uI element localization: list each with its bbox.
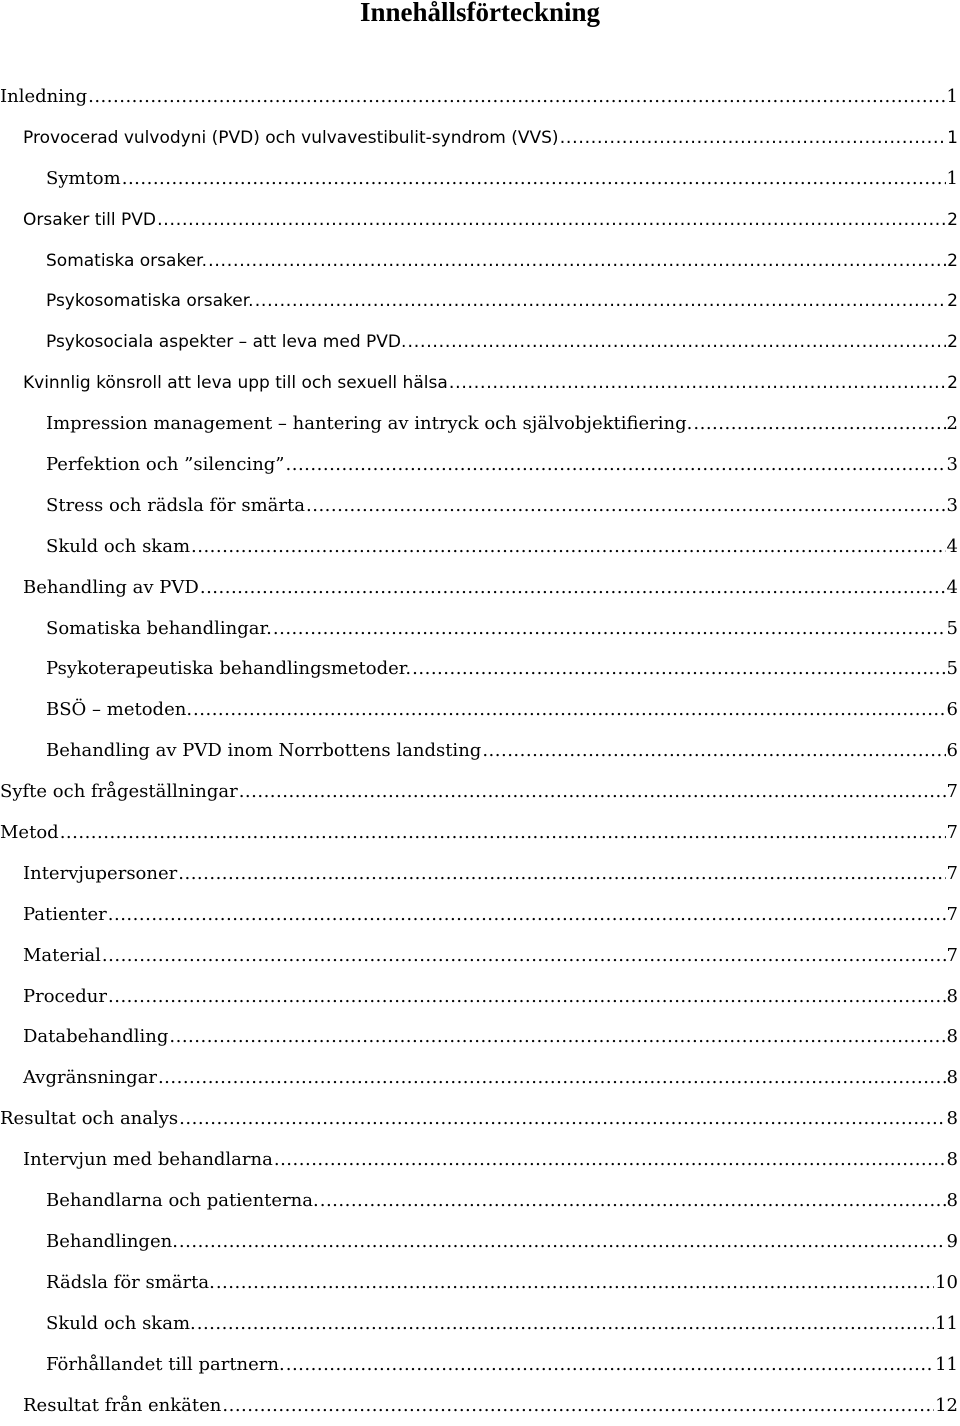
toc-page-number: 10: [935, 1263, 958, 1304]
toc-entry-label: Metod: [0, 813, 59, 854]
toc-dot-leader: [482, 731, 945, 772]
toc-page-number: 2: [947, 281, 958, 322]
toc-entry-label: Material: [23, 936, 101, 977]
toc-entry[interactable]: [0, 1263, 960, 1304]
toc-entry[interactable]: [0, 281, 960, 322]
toc-dot-leader: [208, 241, 946, 282]
toc-page-number: 7: [947, 936, 958, 977]
toc-page-number: 8: [947, 1017, 958, 1058]
toc-entry-label: Databehandling: [23, 1017, 168, 1058]
toc-entry-label: Psykosociala aspekter – att leva med PVD.: [46, 322, 406, 363]
toc-page-number: 7: [947, 854, 958, 895]
toc-entry-label: Procedur: [23, 977, 107, 1018]
toc-page-number: 5: [947, 609, 958, 650]
toc-entry[interactable]: [0, 690, 960, 731]
toc-entry[interactable]: [0, 854, 960, 895]
toc-dot-leader: [286, 1345, 934, 1386]
toc-dot-leader: [158, 1058, 946, 1099]
toc-entry-label: Intervjun med behandlarna: [23, 1140, 273, 1181]
toc-page-number: 4: [947, 568, 958, 609]
toc-entry[interactable]: [0, 200, 960, 241]
toc-entry[interactable]: [0, 527, 960, 568]
toc-dot-leader: [286, 445, 946, 486]
toc-entry[interactable]: [0, 241, 960, 282]
toc-page-number: 3: [947, 445, 958, 486]
toc-entry-label: Behandling av PVD inom Norrbottens landsting: [46, 731, 481, 772]
toc-entry-label: Intervjupersoner: [23, 854, 177, 895]
toc-page-number: 6: [947, 690, 958, 731]
toc-entry[interactable]: [0, 1099, 960, 1140]
toc-dot-leader: [197, 1304, 934, 1345]
toc-dot-leader: [200, 568, 946, 609]
toc-page-number: 8: [947, 1140, 958, 1181]
toc-entry-label: Stress och rädsla för smärta: [46, 486, 305, 527]
toc-dot-leader: [306, 486, 946, 527]
toc-page-number: 6: [947, 731, 958, 772]
toc-dot-leader: [274, 1140, 946, 1181]
toc-entry[interactable]: [0, 77, 960, 118]
toc-entry[interactable]: [0, 895, 960, 936]
toc-dot-leader: [102, 936, 946, 977]
toc-entry-label: Somatiska orsaker.: [46, 241, 207, 282]
toc-entry[interactable]: [0, 568, 960, 609]
toc-page-number: 1: [947, 159, 958, 200]
toc-entry-label: Somatiska behandlingar.: [46, 609, 272, 650]
toc-entry[interactable]: [0, 1304, 960, 1345]
toc-page-number: 3: [947, 486, 958, 527]
toc-entry[interactable]: [0, 363, 960, 404]
toc-dot-leader: [122, 159, 946, 200]
toc-page-number: 2: [947, 363, 958, 404]
toc-entry[interactable]: [0, 977, 960, 1018]
toc-entry-label: Skuld och skam.: [46, 1304, 196, 1345]
toc-entry[interactable]: [0, 1386, 960, 1426]
toc-entry[interactable]: [0, 731, 960, 772]
table-of-contents: [0, 77, 960, 1426]
toc-dot-leader: [320, 1181, 946, 1222]
toc-page-number: 7: [947, 772, 958, 813]
toc-entry[interactable]: [0, 404, 960, 445]
toc-entry[interactable]: [0, 1345, 960, 1386]
toc-entry-label: Syfte och frågeställningar: [0, 772, 238, 813]
toc-page-number: 2: [947, 404, 958, 445]
toc-entry[interactable]: [0, 159, 960, 200]
toc-dot-leader: [407, 322, 946, 363]
toc-entry[interactable]: [0, 1140, 960, 1181]
toc-entry-label: Behandlarna och patienterna.: [46, 1181, 319, 1222]
toc-dot-leader: [216, 1263, 934, 1304]
toc-dot-leader: [193, 690, 946, 731]
toc-page-number: 2: [947, 241, 958, 282]
toc-entry-label: Rädsla för smärta.: [46, 1263, 215, 1304]
toc-page-number: 8: [947, 1181, 958, 1222]
toc-dot-leader: [222, 1386, 934, 1426]
toc-dot-leader: [108, 895, 946, 936]
toc-entry[interactable]: [0, 1017, 960, 1058]
toc-dot-leader: [178, 854, 945, 895]
toc-page-number: 1: [947, 77, 958, 118]
toc-entry-label: Psykoterapeutiska behandlingsmetoder.: [46, 649, 411, 690]
toc-entry-label: Kvinnlig könsroll att leva upp till och sexuell hälsa: [23, 363, 448, 404]
toc-page-number: 9: [947, 1222, 958, 1263]
toc-page-number: 8: [947, 977, 958, 1018]
page-title: Innehållsförteckning: [0, 0, 960, 30]
toc-entry[interactable]: [0, 649, 960, 690]
toc-dot-leader: [60, 813, 946, 854]
toc-page-number: 5: [947, 649, 958, 690]
toc-dot-leader: [255, 281, 947, 322]
toc-page-number: 7: [947, 813, 958, 854]
toc-page-number: 8: [947, 1058, 958, 1099]
toc-dot-leader: [560, 118, 947, 159]
toc-dot-leader: [157, 200, 946, 241]
toc-page-number: 11: [935, 1345, 958, 1386]
toc-entry[interactable]: [0, 118, 960, 159]
toc-page-number: 2: [947, 322, 958, 363]
toc-dot-leader: [449, 363, 946, 404]
toc-entry-label: Behandlingen.: [46, 1222, 178, 1263]
toc-entry-label: Skuld och skam: [46, 527, 190, 568]
toc-entry-label: Resultat från enkäten: [23, 1386, 221, 1426]
toc-entry[interactable]: [0, 936, 960, 977]
toc-entry[interactable]: [0, 813, 960, 854]
toc-entry[interactable]: [0, 1222, 960, 1263]
toc-dot-leader: [108, 977, 946, 1018]
toc-page-number: 2: [947, 200, 958, 241]
toc-dot-leader: [412, 649, 945, 690]
toc-entry-label: Avgränsningar: [23, 1058, 157, 1099]
toc-entry-label: Perfektion och ”silencing”: [46, 445, 285, 486]
toc-dot-leader: [179, 1222, 946, 1263]
toc-dot-leader: [273, 609, 946, 650]
toc-dot-leader: [239, 772, 946, 813]
toc-entry-label: Impression management – hantering av intryck och självobjektifiering.: [46, 404, 692, 445]
toc-entry[interactable]: [0, 1181, 960, 1222]
toc-page-number: 4: [947, 527, 958, 568]
toc-entry-label: Inledning: [0, 77, 87, 118]
toc-dot-leader: [179, 1099, 945, 1140]
toc-dot-leader: [191, 527, 946, 568]
toc-entry[interactable]: [0, 1058, 960, 1099]
toc-entry-label: Resultat och analys: [0, 1099, 178, 1140]
toc-entry[interactable]: [0, 486, 960, 527]
toc-dot-leader: [169, 1017, 945, 1058]
toc-entry[interactable]: [0, 609, 960, 650]
toc-entry-label: Behandling av PVD: [23, 568, 199, 609]
toc-entry-label: Symtom: [46, 159, 121, 200]
toc-entry-label: BSÖ – metoden.: [46, 690, 192, 731]
toc-dot-leader: [693, 404, 945, 445]
toc-page-number: 7: [947, 895, 958, 936]
toc-page-number: 8: [947, 1099, 958, 1140]
toc-entry-label: Provocerad vulvodyni (PVD) och vulvavestibulit-syndrom (VVS): [23, 118, 559, 159]
toc-entry-label: Psykosomatiska orsaker.: [46, 281, 254, 322]
toc-entry-label: Förhållandet till partnern.: [46, 1345, 285, 1386]
toc-page-number: 11: [935, 1304, 958, 1345]
toc-entry[interactable]: [0, 322, 960, 363]
toc-entry[interactable]: [0, 772, 960, 813]
toc-entry[interactable]: [0, 445, 960, 486]
toc-dot-leader: [88, 77, 945, 118]
toc-page-number: 12: [935, 1386, 958, 1426]
toc-page-number: 1: [947, 118, 958, 159]
toc-entry-label: Patienter: [23, 895, 107, 936]
toc-entry-label: Orsaker till PVD: [23, 200, 156, 241]
